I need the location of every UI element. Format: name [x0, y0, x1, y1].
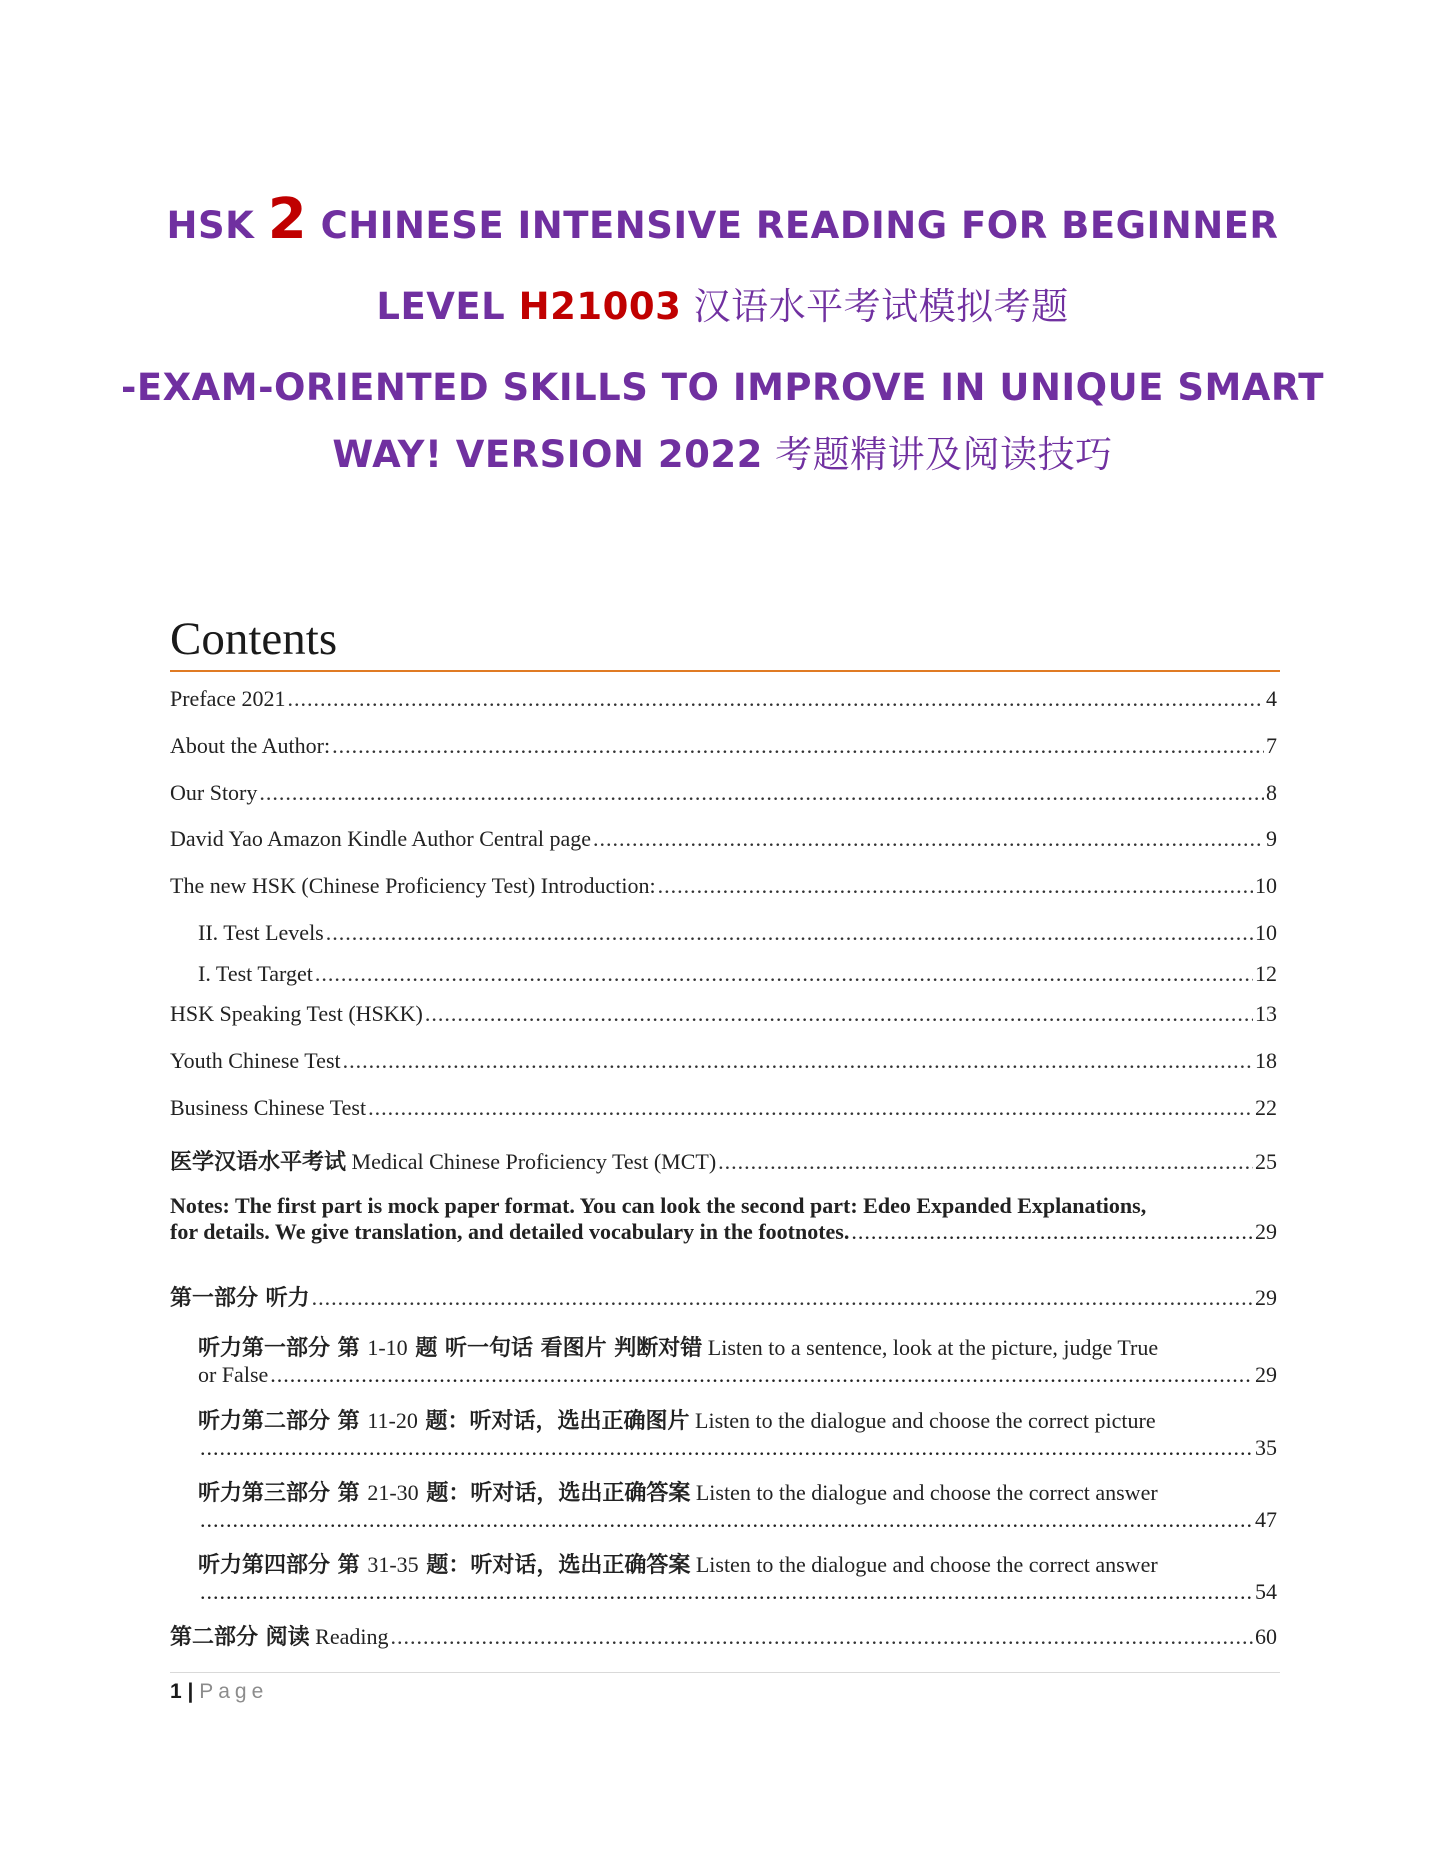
toc-label-line-2: for details. We give translation, and detailed vocabulary in the footnotes. — [170, 1219, 850, 1244]
toc-entry-notes[interactable] — [170, 1193, 1277, 1245]
toc-leader — [200, 1435, 1253, 1461]
toc-label: 第一部分 听力 — [170, 1285, 310, 1311]
toc-label-line-1 — [198, 1548, 1277, 1579]
footer-page-word: Page — [199, 1680, 269, 1703]
toc-entry-about-author[interactable] — [170, 733, 1277, 759]
toc-label-line-2-row — [198, 1507, 1277, 1533]
toc-entry-hsk-intro[interactable] — [170, 873, 1277, 899]
toc-entry-listening-part-2[interactable] — [198, 1404, 1277, 1461]
toc-page-number: 54 — [1255, 1579, 1277, 1604]
toc-label-line-1 — [198, 1476, 1277, 1507]
title-level-prefix: LEVEL — [376, 285, 519, 328]
toc-leader — [718, 1149, 1253, 1175]
toc-label-chinese: 第二部分 阅读 — [170, 1624, 310, 1650]
toc-entry-business-chinese[interactable] — [170, 1095, 1277, 1121]
title-level-number: 2 — [267, 187, 308, 252]
toc-leader — [343, 1048, 1253, 1074]
toc-label-chinese-2: 题：听对话，选出正确答案 — [418, 1480, 691, 1506]
toc-label-line-1: Notes: The first part is mock paper format. You can look the second part: Edeo Expanded Explanations, — [170, 1193, 1147, 1218]
toc-leader — [200, 1507, 1253, 1533]
title-chinese: 汉语水平考试模拟考题 — [681, 285, 1069, 328]
toc-page-number: 60 — [1255, 1624, 1277, 1649]
toc-leader — [312, 1285, 1253, 1311]
toc-leader — [332, 733, 1264, 759]
toc-leader — [851, 1219, 1253, 1245]
toc-leader — [270, 1362, 1253, 1388]
toc-label: Preface 2021 — [170, 686, 286, 711]
toc-page-number: 8 — [1266, 780, 1277, 805]
toc-label: David Yao Amazon Kindle Author Central page — [170, 826, 591, 851]
toc-label: I. Test Target — [198, 961, 313, 986]
toc-label-chinese: 听力第四部分 第 — [198, 1552, 368, 1578]
toc-leader — [658, 873, 1253, 899]
toc-entry-listening-part-4[interactable] — [198, 1548, 1277, 1605]
toc-label-english: Listen to a sentence, look at the picture, judge True — [702, 1335, 1159, 1360]
title-suffix: CHINESE INTENSIVE READING FOR BEGINNER — [307, 204, 1279, 247]
toc-page-number: 29 — [1255, 1285, 1277, 1310]
toc-entry-preface[interactable] — [170, 686, 1277, 712]
toc-page-number: 10 — [1255, 873, 1277, 898]
toc-label-chinese: 听力第三部分 第 — [198, 1480, 368, 1506]
toc-page-number: 35 — [1255, 1435, 1277, 1460]
footer-divider — [170, 1672, 1280, 1673]
toc-leader — [200, 1579, 1253, 1605]
subtitle-text: -EXAM-ORIENTED SKILLS TO IMPROVE IN UNIQUE SMART — [120, 366, 1325, 409]
toc-entry-listening-part-1[interactable] — [198, 1331, 1277, 1388]
toc-label: About the Author: — [170, 733, 331, 758]
toc-page-number: 29 — [1255, 1219, 1277, 1244]
toc-page-number: 7 — [1266, 733, 1277, 758]
toc-page-number: 12 — [1255, 961, 1277, 986]
toc-label-english: Listen to the dialogue and choose the correct answer — [690, 1480, 1158, 1505]
title-level-code: H21003 — [518, 285, 682, 328]
subtitle-chinese: 考题精讲及阅读技巧 — [762, 433, 1113, 476]
toc-label-english: Listen to the dialogue and choose the correct answer — [690, 1552, 1158, 1577]
toc-entry-listening-part-3[interactable] — [198, 1476, 1277, 1533]
title-prefix: HSK — [166, 204, 268, 247]
toc-leader — [593, 826, 1264, 852]
toc-label-line-2: or False — [198, 1362, 269, 1387]
toc-entry-our-story[interactable] — [170, 780, 1277, 806]
toc-entry-part-one-listening[interactable] — [170, 1281, 1277, 1312]
toc-entry-test-levels[interactable] — [198, 920, 1277, 946]
toc-leader — [425, 1001, 1253, 1027]
toc-entry-hskk[interactable] — [170, 1001, 1277, 1027]
toc-label: The new HSK (Chinese Proficiency Test) Introduction: — [170, 873, 656, 898]
footer-page-number: 1 — [170, 1680, 182, 1703]
toc-label-line-2-row — [170, 1219, 1277, 1245]
toc-page-number: 9 — [1266, 826, 1277, 851]
toc-entry-medical-chinese[interactable] — [170, 1145, 1277, 1176]
toc-label-line-2-row — [198, 1435, 1277, 1461]
page-footer — [170, 1680, 268, 1704]
toc-page-number: 25 — [1255, 1149, 1277, 1174]
toc-label-chinese: 听力第一部分 第 — [198, 1335, 368, 1361]
toc-leader — [391, 1624, 1254, 1650]
toc-label-line-1 — [198, 1404, 1277, 1435]
subtitle-version: WAY! VERSION 2022 — [332, 433, 763, 476]
toc-label: Business Chinese Test — [170, 1095, 367, 1120]
toc-page-number: 29 — [1255, 1362, 1277, 1387]
toc-label-line-2-row — [198, 1579, 1277, 1605]
toc-label: Our Story — [170, 780, 258, 805]
toc-label-english: Listen to the dialogue and choose the correct picture — [689, 1408, 1156, 1433]
toc-leader — [326, 920, 1253, 946]
toc-label-english: Medical Chinese Proficiency Test (MCT) — [346, 1149, 717, 1174]
toc-label — [170, 1620, 389, 1651]
toc-label-line-1 — [198, 1331, 1277, 1362]
toc-entry-youth-chinese[interactable] — [170, 1048, 1277, 1074]
toc-page-number: 4 — [1266, 686, 1277, 711]
toc-label-line-2-row — [198, 1362, 1277, 1388]
toc-leader — [368, 1095, 1253, 1121]
toc-page-number: 10 — [1255, 920, 1277, 945]
toc-label: HSK Speaking Test (HSKK) — [170, 1001, 423, 1026]
footer-separator: | — [181, 1680, 200, 1703]
toc-label-chinese-2: 题：听对话，选出正确答案 — [418, 1552, 691, 1578]
toc-entry-part-two-reading[interactable] — [170, 1620, 1277, 1651]
toc-page-number: 18 — [1255, 1048, 1277, 1073]
toc-leader — [315, 961, 1253, 987]
toc-entry-test-target[interactable] — [198, 961, 1277, 987]
toc-label-chinese: 医学汉语水平考试 — [170, 1149, 347, 1175]
toc-leader — [287, 686, 1264, 712]
toc-page-number: 13 — [1255, 1001, 1277, 1026]
toc-question-range: 31-35 — [367, 1552, 419, 1577]
toc-label-chinese: 听力第二部分 第 — [198, 1408, 368, 1434]
toc-leader — [259, 780, 1264, 806]
contents-heading: Contents — [170, 613, 338, 665]
toc-question-range: 1-10 — [367, 1335, 408, 1360]
toc-page-number: 47 — [1255, 1507, 1277, 1532]
toc-question-range: 21-30 — [367, 1480, 419, 1505]
toc-question-range: 11-20 — [367, 1408, 418, 1433]
toc-label-chinese-2: 题：听对话，选出正确图片 — [417, 1408, 690, 1434]
toc-label-chinese-2: 题 听一句话 看图片 判断对错 — [407, 1335, 703, 1361]
toc-page-number: 22 — [1255, 1095, 1277, 1120]
toc-label-english: Reading — [309, 1624, 389, 1649]
toc-label — [170, 1145, 716, 1176]
toc-label: Youth Chinese Test — [170, 1048, 341, 1073]
toc-entry-author-central[interactable] — [170, 826, 1277, 852]
toc-label: II. Test Levels — [198, 920, 324, 945]
